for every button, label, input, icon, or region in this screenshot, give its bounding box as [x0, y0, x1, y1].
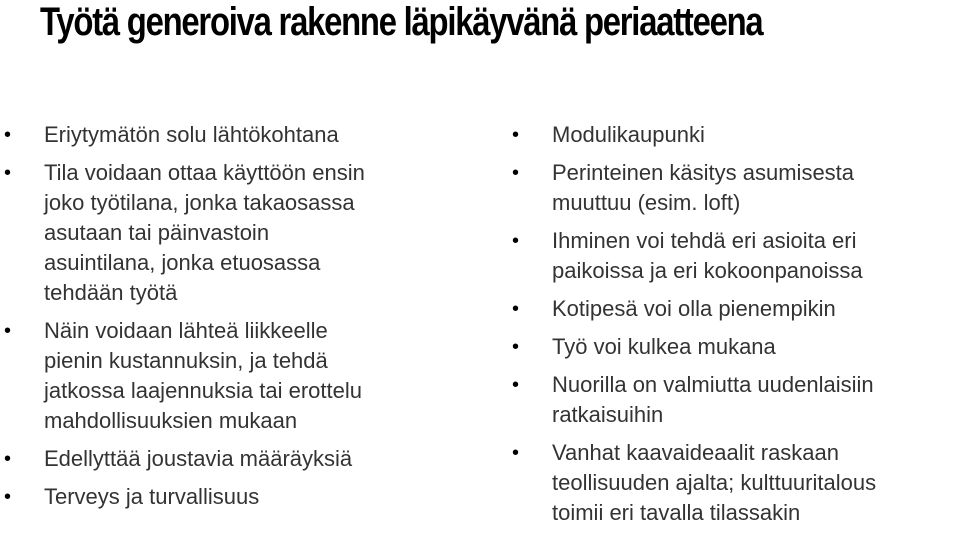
bullet-item — [500, 158, 960, 218]
bullet-text-line: tehdään työtä — [44, 280, 178, 305]
bullet-item — [500, 120, 960, 150]
bullet-text-line: Terveys ja turvallisuus — [44, 484, 260, 509]
bullet-dot-icon: • — [512, 442, 520, 464]
bullet-text-line: Perinteinen käsitys asumisesta — [552, 160, 855, 185]
bullet-text-line: joko työtilana, jonka takaosassa — [44, 190, 355, 215]
bullet-dot-icon: • — [4, 448, 12, 470]
bullet-text-line: Näin voidaan lähteä liikkeelle — [44, 318, 328, 343]
bullet-dot-icon: • — [512, 124, 520, 146]
bullet-dot-icon: • — [512, 374, 520, 396]
bullet-dot-icon: • — [4, 486, 12, 508]
bullet-text-line: Eriytymätön solu lähtökohtana — [44, 122, 339, 147]
bullet-dot-icon: • — [4, 320, 12, 342]
bullet-text-line: Edellyttää joustavia määräyksiä — [44, 446, 353, 471]
bullet-text-line: mahdollisuuksien mukaan — [44, 408, 298, 433]
slide-title: Työtä generoiva rakenne läpikäyvänä periaatteena — [40, 0, 763, 44]
bullet-text-line: Modulikaupunki — [552, 122, 705, 147]
bullet-dot-icon: • — [512, 336, 520, 358]
bullet-text-line: pienin kustannuksin, ja tehdä — [44, 348, 328, 373]
bullet-text-line: jatkossa laajennuksia tai erottelu — [44, 378, 362, 403]
bullet-text-line: toimii eri tavalla tilassakin — [552, 500, 801, 525]
bullet-item — [0, 444, 470, 474]
bullet-text-line: Työ voi kulkea mukana — [552, 334, 776, 359]
bullet-dot-icon: • — [512, 298, 520, 320]
bullet-item — [0, 316, 470, 436]
bullet-dot-icon: • — [512, 162, 520, 184]
right-bullet-list — [500, 114, 960, 528]
bullet-text-line: Tila voidaan ottaa käyttöön ensin — [44, 160, 365, 185]
bullet-item — [500, 226, 960, 286]
bullet-text-line: ratkaisuihin — [552, 402, 664, 427]
bullet-item — [500, 332, 960, 362]
bullet-item — [0, 158, 470, 308]
bullet-dot-icon: • — [512, 230, 520, 252]
bullet-dot-icon: • — [4, 162, 12, 184]
bullet-text-line: Nuorilla on valmiutta uudenlaisiin — [552, 372, 874, 397]
bullet-dot-icon: • — [4, 124, 12, 146]
bullet-text-line: Vanhat kaavaideaalit raskaan — [552, 440, 840, 465]
bullet-item — [500, 294, 960, 324]
bullet-text-line: Kotipesä voi olla pienempikin — [552, 296, 836, 321]
bullet-text-line: paikoissa ja eri kokoonpanoissa — [552, 258, 863, 283]
bullet-text-line: muuttuu (esim. loft) — [552, 190, 741, 215]
bullet-item — [0, 482, 470, 512]
bullet-text-line: teollisuuden ajalta; kulttuuritalous — [552, 470, 877, 495]
bullet-text-line: asutaan tai päinvastoin — [44, 220, 270, 245]
bullet-item — [0, 120, 470, 150]
bullet-item — [500, 438, 960, 528]
bullet-text-line: asuintilana, jonka etuosassa — [44, 250, 321, 275]
bullet-text-line: Ihminen voi tehdä eri asioita eri — [552, 228, 857, 253]
bullet-item — [500, 370, 960, 430]
left-bullet-list — [0, 114, 470, 512]
